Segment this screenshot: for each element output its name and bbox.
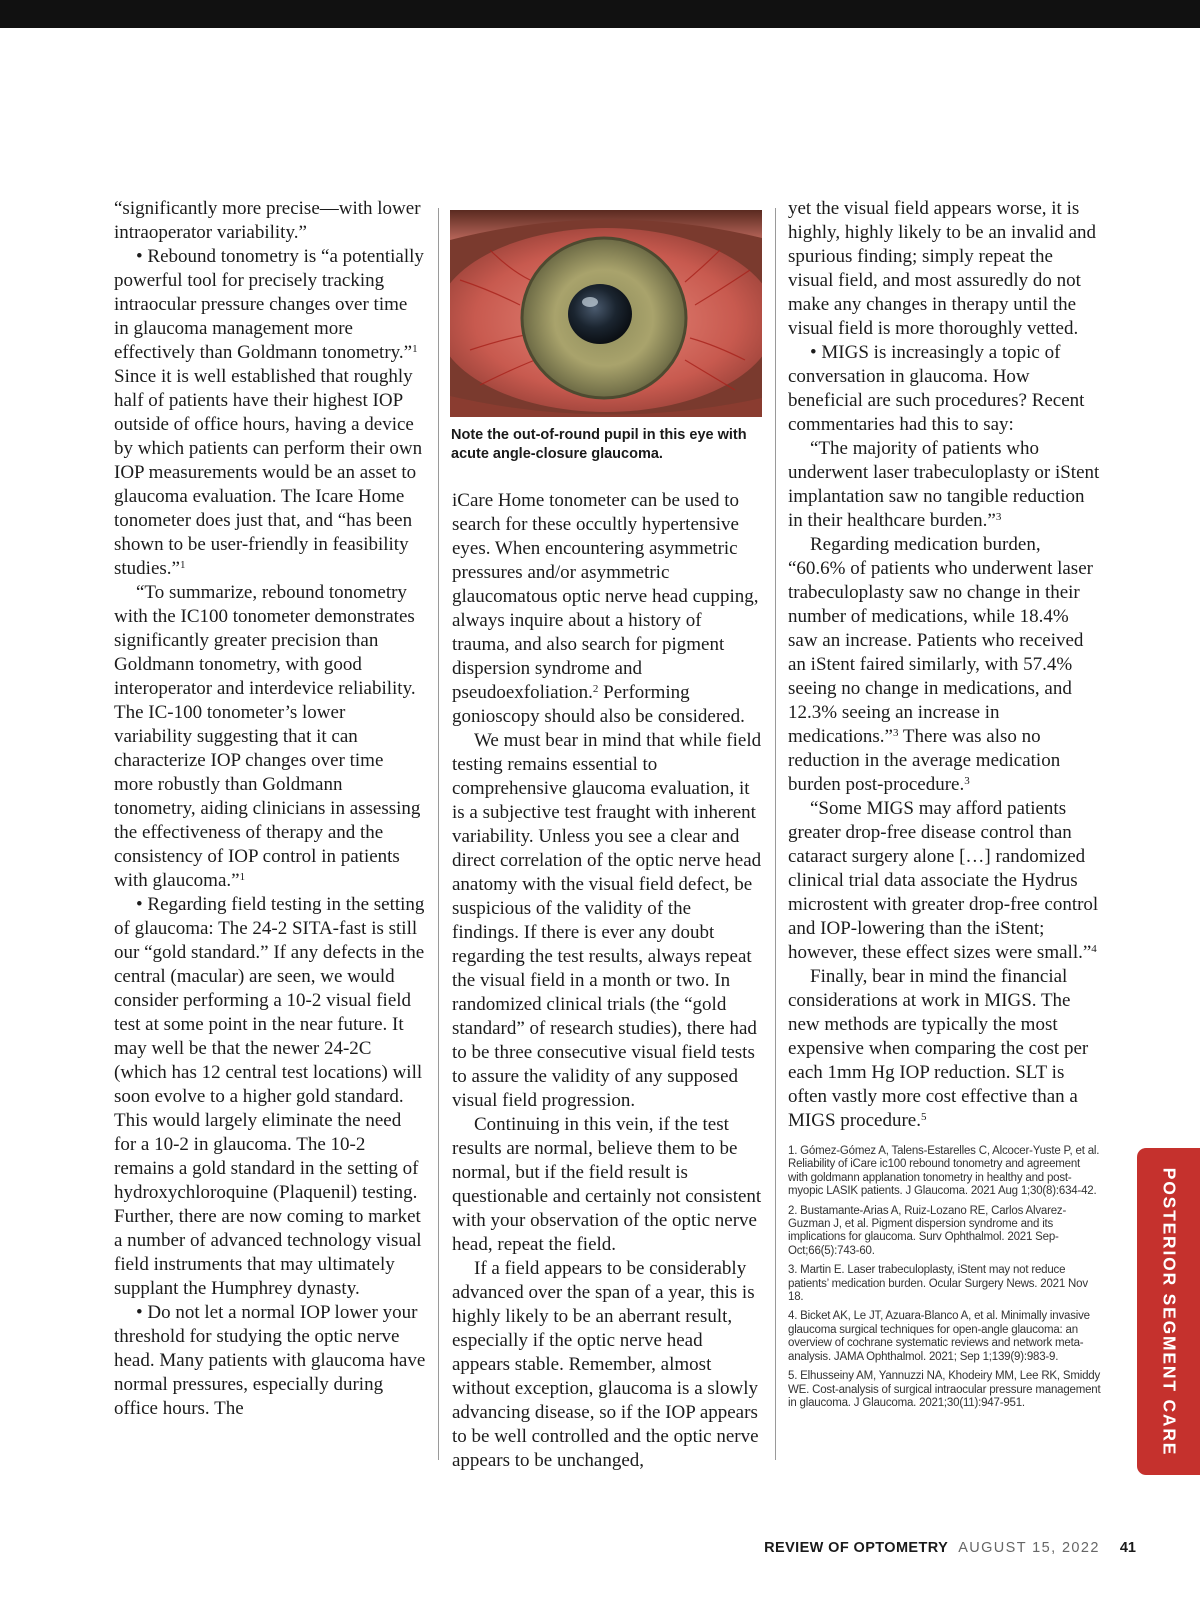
paragraph: Continuing in this vein, if the test results are normal, believe them to be normal, but if the field result is questionable and certainly not consistent with your observation of the optic nerve head, repeat the field. bbox=[452, 1114, 762, 1255]
paragraph: “Some MIGS may afford patients greater drop-free disease control than cataract surgery alone […] randomized clinical trial data associate the Hydrus microstent with greater drop-free control and IOP-lowering than the iStent; however, these effect sizes were small.”$^4$ bbox=[788, 798, 1099, 963]
paragraph: • Do not let a normal IOP lower your threshold for studying the optic nerve head. Many patients with glaucoma have normal pressures, especially during office hours. The bbox=[114, 1302, 426, 1419]
eye-image bbox=[450, 210, 762, 417]
eye-photo bbox=[450, 210, 762, 417]
paragraph: “The majority of patients who underwent laser trabeculoplasty or iStent implantation saw no tangible reduction in their healthcare burden.”$^3$ bbox=[788, 438, 1100, 531]
section-tab bbox=[1137, 1148, 1200, 1475]
paragraph: “significantly more precise—with lower intraoperator variability.” bbox=[114, 198, 421, 243]
page-footer bbox=[764, 1540, 1136, 1556]
figure-caption: Note the out-of-round pupil in this eye with acute angle-closure glaucoma. bbox=[451, 427, 747, 462]
publication-name: REVIEW OF OPTOMETRY bbox=[764, 1540, 949, 1556]
footnote-ref: 3 bbox=[995, 511, 1002, 523]
footnote-ref: 3 bbox=[893, 727, 899, 739]
footnote-ref: 1 bbox=[179, 559, 186, 571]
issue-date: AUGUST 15, 2022 bbox=[958, 1540, 1100, 1556]
footnote-ref: 1 bbox=[412, 343, 418, 355]
paragraph: • Rebound tonometry is “a potentially powerful tool for precisely tracking intraocular pressure changes over time in glaucoma management more effectively than Goldmann tonometry.”$^1$ Since it is well established that roughly half of patients have their highest IOP outside of office hours, having a device by which patients can perform their own IOP measurements would be an asset to glaucoma evaluation. The Icare Home tonometer does just that, and “has been shown to be user-friendly in feasibility studies.”$^1$ bbox=[114, 246, 424, 579]
paragraph: We must bear in mind that while field testing remains essential to comprehensive glaucoma evaluation, it is a subjective test fraught with inherent variability. Unless you see a clear and direct correlation of the optic nerve head anatomy with the visual field defect, be suspicious of the validity of the findings. If there is ever any doubt regarding the test results, always repeat the visual field in a month or two. In randomized clinical trials (the “gold standard” of research studies), there had to be three consecutive visual field tests to assure the validity of any supposed visual field progression. bbox=[452, 730, 762, 1111]
paragraph: Regarding medication burden, “60.6% of patients who underwent laser trabeculoplasty saw no change in their number of medications, while 18.4% saw an increase. Patients who received an iStent faired similarly, with 57.4% seeing no change in medications, and 12.3% seeing an increase in medications.”$^3$ There was also no reduction in the average medication burden post-procedure.$^3$ bbox=[788, 534, 1093, 795]
footnote-ref: 5 bbox=[920, 1111, 927, 1123]
paragraph: • MIGS is increasingly a topic of conversation in glaucoma. How beneficial are such procedures? Recent commentaries had this to say: bbox=[788, 342, 1085, 435]
column-divider bbox=[438, 208, 439, 1460]
paragraph: • Regarding field testing in the setting of glaucoma: The 24-2 SITA-fast is still our “gold standard.” If any defects in the central (macular) are seen, we would consider performing a 10-2 visual field test at some point in the near future. It may well be that the newer 24-2C (which has 12 central test locations) will soon evolve to a higher gold standard. This would largely eliminate the need for a 10-2 in glaucoma. The 10-2 remains a gold standard in the setting of hydroxychloroquine (Plaquenil) testing. Further, there are now coming to market a number of advanced technology visual field instruments that may ultimately supplant the Humphrey dynasty. bbox=[114, 894, 425, 1299]
paragraph: If a field appears to be considerably advanced over the span of a year, this is highly likely to be an aberrant result, especially if the optic nerve head appears stable. Remember, almost without exception, glaucoma is a slowly advancing disease, so if the IOP appears to be well controlled and the optic nerve appears to be unchanged, bbox=[452, 1258, 759, 1471]
page-number: 41 bbox=[1119, 1540, 1136, 1556]
paragraph: yet the visual field appears worse, it is highly, highly likely to be an invalid and spurious finding; simply repeat the visual field, and most assuredly do not make any changes in therapy until the visual field is more thoroughly vetted. bbox=[788, 198, 1096, 339]
reference-item: 1. Gómez-Gómez A, Talens-Estarelles C, Alcocer-Yuste P, et al. Reliability of iCare ic100 rebound tonometry and agreement with goldmann applanation tonometry in healthy and post-myopic LASIK patients. J Glaucoma. 2021 Aug 1;30(8):634-42. bbox=[788, 1145, 1100, 1198]
column-1 bbox=[114, 197, 426, 1421]
reference-item: 3. Martin E. Laser trabeculoplasty, iStent may not reduce patients’ medication burden. Ocular Surgery News. 2021 Nov 18. bbox=[788, 1264, 1088, 1304]
reference-item: 5. Elhusseiny AM, Yannuzzi NA, Khodeiry MM, Lee RK, Smiddy WE. Cost-analysis of surgical intraocular pressure management in glaucoma. J Glaucoma. 2021;30(11):947-951. bbox=[788, 1370, 1101, 1409]
references bbox=[788, 1145, 1102, 1410]
top-bar bbox=[0, 0, 1200, 28]
column-divider bbox=[775, 208, 776, 1460]
paragraph: iCare Home tonometer can be used to search for these occultly hypertensive eyes. When encountering asymmetric pressures and/or asymmetric glaucomatous optic nerve head cupping, always inquire about a history of trauma, and also search for pigment dispersion syndrome and pseudoexfoliation.$^2$ Performing gonioscopy should also be considered. bbox=[452, 490, 759, 727]
column-2 bbox=[452, 489, 762, 1473]
section-tab-label: POSTERIOR SEGMENT CARE bbox=[1159, 1167, 1179, 1456]
footnote-ref: 4 bbox=[1091, 943, 1097, 955]
footnote-ref: 3 bbox=[964, 775, 970, 787]
paragraph: “To summarize, rebound tonometry with the IC100 tonometer demonstrates significantly greater precision than Goldmann tonometry, with good interoperator and interdevice reliability. The IC-100 tonometer’s lower variability suggesting that it can characterize IOP changes over time more robustly than Goldmann tonometry, aiding clinicians in assessing the effectiveness of therapy and the consistency of IOP control in patients with glaucoma.”$^1$ bbox=[114, 582, 421, 891]
column-3 bbox=[788, 197, 1102, 1416]
reference-item: 4. Bicket AK, Le JT, Azuara-Blanco A, et al. Minimally invasive glaucoma surgical techniques for open-angle glaucoma: an overview of cochrane systematic reviews and network meta-analysis. JAMA Ophthalmol. 2021; Sep 1;139(9):983-9. bbox=[788, 1310, 1090, 1363]
paragraph: Finally, bear in mind the financial considerations at work in MIGS. The new methods are typically the most expensive when comparing the cost per each 1mm Hg IOP reduction. SLT is often vastly more cost effective than a MIGS procedure.$^5$ bbox=[788, 966, 1089, 1131]
footnote-ref: 1 bbox=[239, 871, 246, 883]
footnote-ref: 2 bbox=[592, 683, 599, 695]
reference-item: 2. Bustamante-Arias A, Ruiz-Lozano RE, Carlos Alvarez-Guzman J, et al. Pigment dispersion syndrome and its implications for glaucoma. Surv Ophthalmol. 2021 Sep-Oct;66(5):743-60. bbox=[788, 1204, 1067, 1257]
